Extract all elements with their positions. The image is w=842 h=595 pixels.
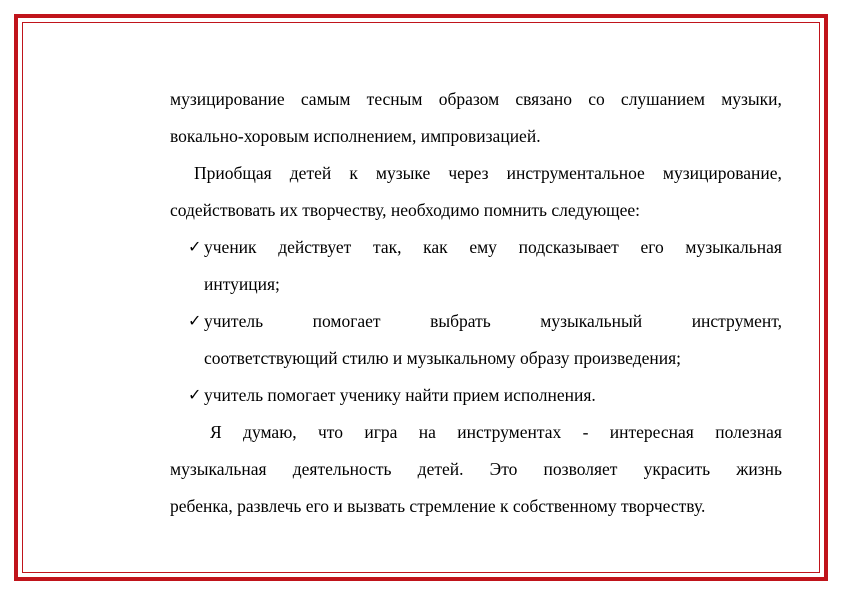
document-body <box>170 86 782 530</box>
bullet-2-line-2: соответствующий стилю и музыкальному образу произведения; <box>204 348 682 368</box>
bullet-2-line-1 <box>170 308 782 345</box>
paragraph-1-line-1: музицирование самым тесным образом связано со слушанием музыки, <box>170 89 782 109</box>
paragraph-2-line-1: Приобщая детей к музыке через инструментальное музицирование, <box>194 163 782 183</box>
bullet-3-line-1 <box>170 382 782 419</box>
bullet-1-text: ученик действует так, как ему подсказывает его музыкальная <box>204 237 782 257</box>
paragraph-1-line-2: вокально-хоровым исполнением, импровизацией. <box>170 126 541 146</box>
paragraph-3-line-2: музыкальная деятельность детей. Это позволяет украсить жизнь <box>170 459 782 479</box>
paragraph-2-line-2: содействовать их творчеству, необходимо помнить следующее: <box>170 200 641 220</box>
checkmark-icon: ✓ <box>188 237 202 256</box>
bullet-1-line-2: интуиция; <box>204 274 280 294</box>
paragraph-3-line-1: Я думаю, что игра на инструментах - интересная полезная <box>210 422 782 442</box>
checkmark-icon: ✓ <box>188 385 202 404</box>
paragraph-3-line-3: ребенка, развлечь его и вызвать стремление к собственному творчеству. <box>170 496 706 516</box>
bullet-2-text: учитель помогает выбрать музыкальный инструмент, <box>204 311 782 331</box>
checkmark-icon: ✓ <box>188 311 202 330</box>
bullet-3-text: учитель помогает ученику найти прием исполнения. <box>204 385 596 405</box>
bullet-1-line-1 <box>170 234 782 271</box>
